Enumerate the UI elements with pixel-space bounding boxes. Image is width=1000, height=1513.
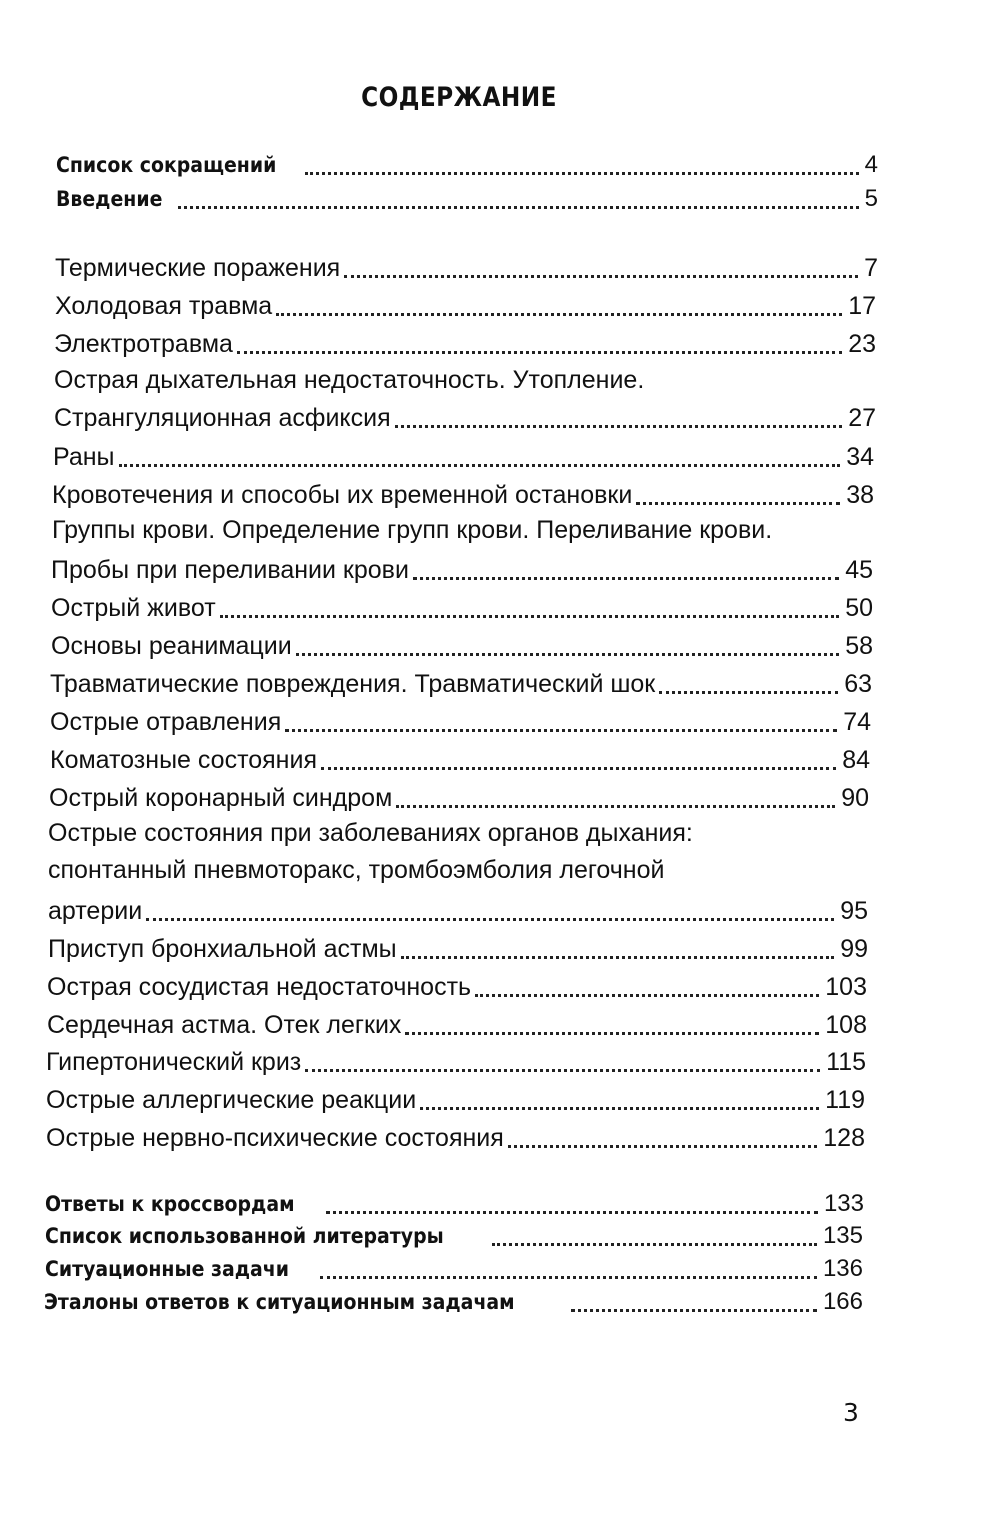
toc-entry-page: 34 bbox=[846, 443, 874, 471]
toc-entry-page: 63 bbox=[844, 670, 872, 698]
dot-leader bbox=[146, 910, 834, 921]
dot-leader bbox=[178, 198, 858, 209]
toc-entry bbox=[50, 703, 871, 737]
toc-entry-title: Холодовая травма bbox=[55, 292, 273, 320]
dot-leader bbox=[321, 759, 836, 770]
dot-leader bbox=[405, 1024, 819, 1035]
dot-leader bbox=[659, 683, 838, 694]
toc-entry-title: Острые нервно-психические состояния bbox=[46, 1124, 504, 1152]
toc-entry-page: 135 bbox=[822, 1222, 863, 1249]
toc-entry-page: 17 bbox=[848, 292, 876, 320]
toc-entry bbox=[51, 551, 873, 585]
dot-leader bbox=[119, 456, 841, 467]
toc-entry-title: Коматозные состояния bbox=[50, 746, 317, 774]
toc-entry-title: Введение bbox=[56, 187, 163, 211]
toc-entry-title: Пробы при переливании крови bbox=[51, 556, 409, 584]
toc-entry-title: Кровотечения и способы их временной остановки bbox=[52, 481, 633, 509]
toc-entry-title: Приступ бронхиальной астмы bbox=[48, 935, 397, 963]
toc-entry-page: 74 bbox=[843, 708, 871, 736]
toc-entry bbox=[49, 779, 869, 813]
dot-leader bbox=[237, 343, 842, 354]
toc-entry bbox=[47, 1006, 867, 1040]
toc-entry-title: Острый коронарный синдром bbox=[49, 784, 393, 812]
toc-entry bbox=[51, 627, 873, 661]
toc-entry bbox=[54, 325, 876, 359]
toc-entry-page: 38 bbox=[846, 481, 874, 509]
toc-entry-page: 128 bbox=[823, 1124, 865, 1152]
dot-leader bbox=[395, 417, 843, 428]
toc-entry-page: 27 bbox=[848, 404, 876, 432]
toc-entry-page: 99 bbox=[840, 935, 868, 963]
toc-entry-page: 50 bbox=[845, 594, 873, 622]
dot-leader bbox=[305, 164, 859, 175]
toc-entry bbox=[52, 476, 874, 510]
dot-leader bbox=[475, 986, 819, 997]
toc-entry bbox=[56, 146, 878, 180]
toc-entry-title: Эталоны ответов к ситуационным задачам bbox=[44, 1290, 515, 1314]
toc-entry bbox=[54, 399, 876, 433]
toc-entry-title: Травматические повреждения. Травматический шок bbox=[50, 670, 656, 698]
toc-entry-page: 119 bbox=[825, 1086, 865, 1114]
toc-entry-title-line: спонтанный пневмоторакс, тромбоэмболия легочной bbox=[48, 856, 665, 884]
toc-entry-page: 108 bbox=[825, 1011, 867, 1039]
toc-entry-title: Ответы к кроссвордам bbox=[45, 1192, 295, 1216]
toc-entry-title: Острые аллергические реакции bbox=[46, 1086, 417, 1114]
dot-leader bbox=[401, 948, 835, 959]
toc-entry-title: Гипертонический криз bbox=[46, 1048, 302, 1076]
toc-entry-page: 115 bbox=[826, 1048, 866, 1076]
dot-leader bbox=[285, 721, 837, 732]
page-number: 3 bbox=[843, 1398, 859, 1427]
toc-entry-title: Ситуационные задачи bbox=[45, 1257, 289, 1281]
toc-entry-title: Острый живот bbox=[51, 594, 216, 622]
toc-entry bbox=[50, 665, 872, 699]
toc-entry-page: 4 bbox=[864, 151, 878, 178]
toc-entry-title: Острые отравления bbox=[50, 708, 282, 736]
toc-entry-title: Основы реанимации bbox=[51, 632, 292, 660]
toc-entry-title: Острая сосудистая недостаточность bbox=[47, 973, 472, 1001]
toc-entry bbox=[45, 1250, 863, 1284]
toc-entry-title: артерии bbox=[48, 897, 143, 925]
dot-leader bbox=[571, 1301, 817, 1312]
dot-leader bbox=[296, 645, 840, 656]
toc-entry-title-line: Острые состояния при заболеваниях органов дыхания: bbox=[48, 819, 693, 847]
toc-entry bbox=[56, 180, 878, 214]
toc-entry bbox=[45, 1217, 863, 1251]
toc-entry-page: 7 bbox=[864, 254, 878, 282]
toc-entry-page: 58 bbox=[845, 632, 873, 660]
toc-entry-page: 5 bbox=[864, 185, 878, 212]
toc-entry-page: 90 bbox=[841, 784, 869, 812]
toc-entry-page: 84 bbox=[842, 746, 870, 774]
toc-entry bbox=[46, 1119, 865, 1153]
toc-entry bbox=[46, 1081, 865, 1115]
toc-entry bbox=[53, 438, 874, 472]
toc-entry bbox=[44, 1283, 863, 1317]
dot-leader bbox=[326, 1203, 818, 1214]
toc-entry-title: Термические поражения bbox=[55, 254, 341, 282]
toc-entry-title: Список сокращений bbox=[56, 153, 277, 177]
toc-entry-title: Странгуляционная асфиксия bbox=[54, 404, 391, 432]
toc-entry bbox=[48, 930, 868, 964]
toc-entry-page: 45 bbox=[845, 556, 873, 584]
toc-entry-title: Раны bbox=[53, 443, 115, 471]
toc-entry bbox=[51, 589, 873, 623]
toc-entry-title-line: Острая дыхательная недостаточность. Утопление. bbox=[54, 366, 645, 394]
dot-leader bbox=[344, 267, 858, 278]
page-title: СОДЕРЖАНИЕ bbox=[361, 82, 557, 113]
dot-leader bbox=[413, 569, 839, 580]
dot-leader bbox=[220, 607, 840, 618]
dot-leader bbox=[320, 1268, 817, 1279]
toc-entry-page: 103 bbox=[825, 973, 867, 1001]
toc-entry bbox=[45, 1185, 864, 1219]
toc-entry bbox=[48, 892, 868, 926]
toc-entry-page: 166 bbox=[822, 1288, 863, 1315]
toc-entry bbox=[55, 287, 876, 321]
dot-leader bbox=[396, 797, 835, 808]
toc-entry-title: Список использованной литературы bbox=[45, 1224, 444, 1248]
toc-entry-page: 23 bbox=[848, 330, 876, 358]
toc-entry bbox=[46, 1043, 866, 1077]
toc-entry-title: Электротравма bbox=[54, 330, 233, 358]
toc-entry-page: 136 bbox=[822, 1255, 863, 1282]
toc-entry bbox=[50, 741, 870, 775]
toc-entry-page: 133 bbox=[823, 1190, 864, 1217]
toc-entry-title: Сердечная астма. Отек легких bbox=[47, 1011, 402, 1039]
toc-entry-page: 95 bbox=[840, 897, 868, 925]
dot-leader bbox=[508, 1137, 817, 1148]
toc-entry-title-line: Группы крови. Определение групп крови. Переливание крови. bbox=[52, 516, 773, 544]
dot-leader bbox=[420, 1099, 819, 1110]
toc-entry bbox=[47, 968, 867, 1002]
dot-leader bbox=[276, 305, 842, 316]
dot-leader bbox=[492, 1235, 817, 1246]
toc-entry bbox=[55, 249, 878, 283]
dot-leader bbox=[305, 1061, 820, 1072]
dot-leader bbox=[636, 494, 840, 505]
